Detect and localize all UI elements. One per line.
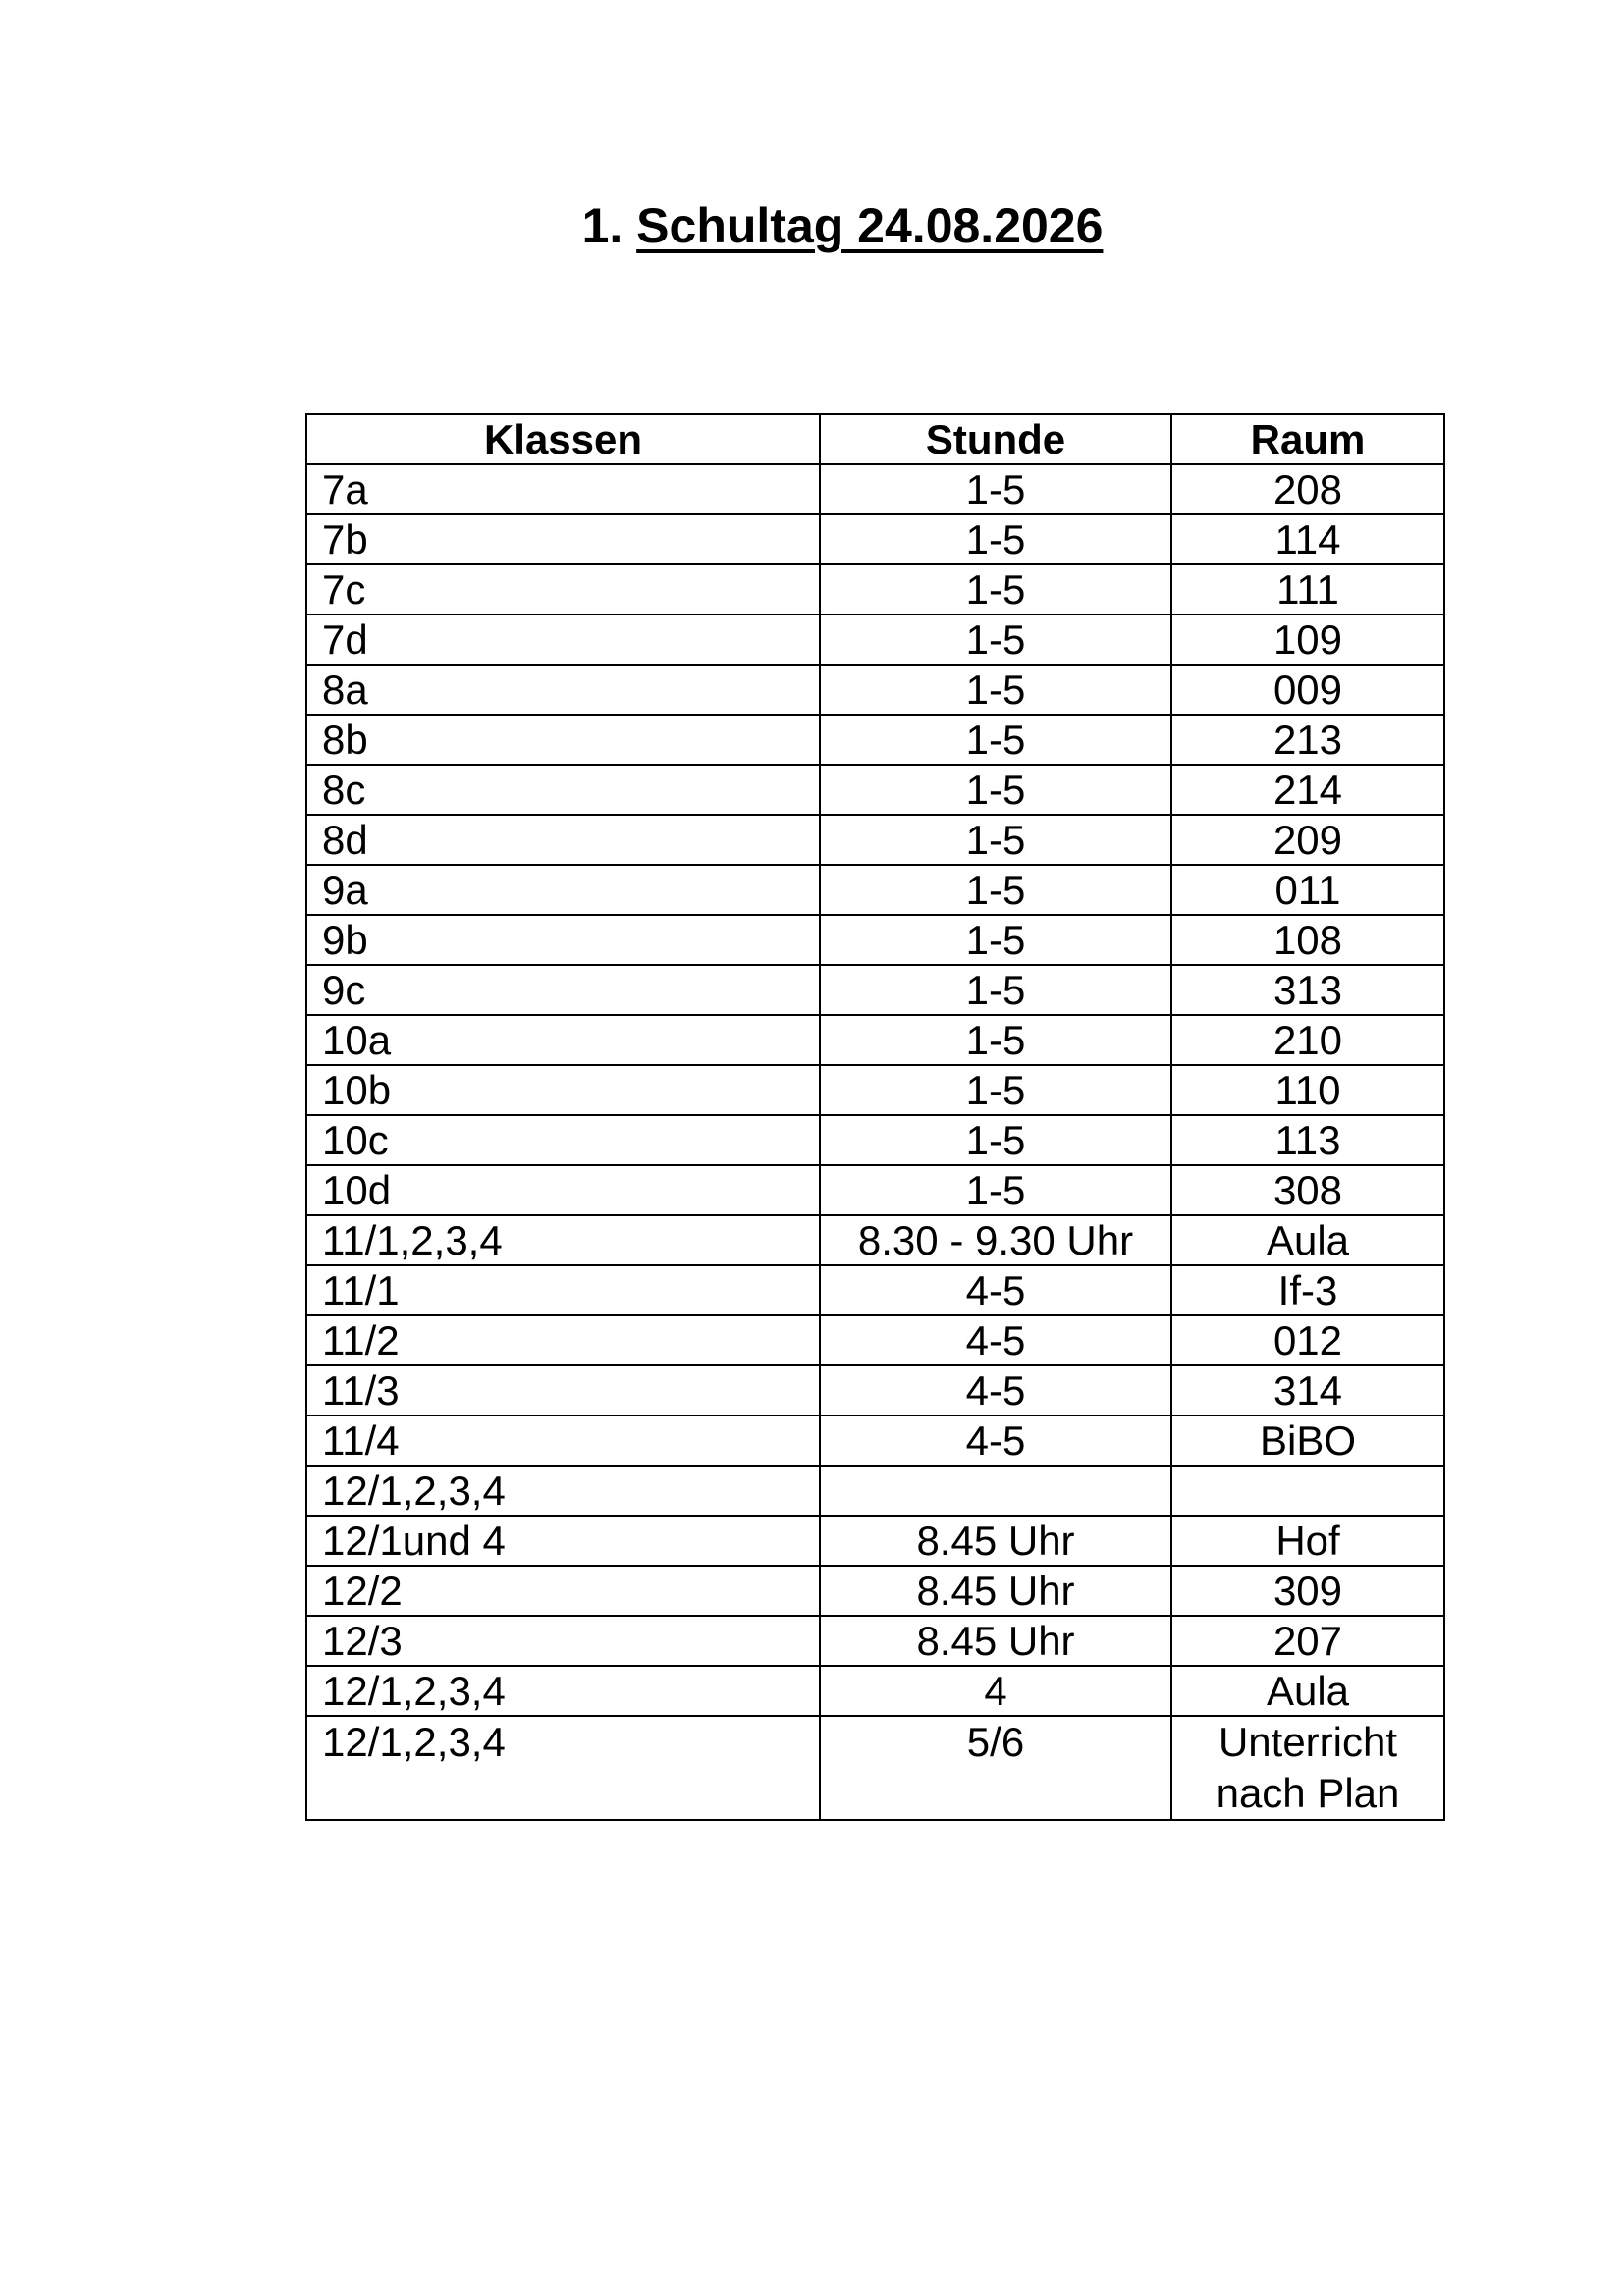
cell-stunde: 4 bbox=[820, 1666, 1171, 1716]
cell-stunde: 4-5 bbox=[820, 1315, 1171, 1365]
cell-stunde: 1-5 bbox=[820, 1065, 1171, 1115]
table-header-row bbox=[306, 414, 1444, 464]
table-row bbox=[306, 1566, 1444, 1616]
table-row bbox=[306, 1065, 1444, 1115]
header-stunde: Stunde bbox=[820, 414, 1171, 464]
cell-raum: Unterricht nach Plan bbox=[1171, 1716, 1444, 1820]
table-row bbox=[306, 915, 1444, 965]
cell-raum: 210 bbox=[1171, 1015, 1444, 1065]
cell-klasse: 10c bbox=[306, 1115, 820, 1165]
cell-raum: 109 bbox=[1171, 614, 1444, 665]
table-row bbox=[306, 665, 1444, 715]
table-row bbox=[306, 1415, 1444, 1466]
cell-stunde: 1-5 bbox=[820, 865, 1171, 915]
cell-stunde: 8.45 Uhr bbox=[820, 1616, 1171, 1666]
cell-stunde: 1-5 bbox=[820, 1015, 1171, 1065]
table-row bbox=[306, 1365, 1444, 1415]
cell-stunde: 8.45 Uhr bbox=[820, 1516, 1171, 1566]
table-row bbox=[306, 514, 1444, 564]
cell-stunde: 4-5 bbox=[820, 1265, 1171, 1315]
cell-raum: 308 bbox=[1171, 1165, 1444, 1215]
cell-raum: 213 bbox=[1171, 715, 1444, 765]
cell-stunde: 1-5 bbox=[820, 1165, 1171, 1215]
cell-stunde: 8.45 Uhr bbox=[820, 1566, 1171, 1616]
table-row bbox=[306, 1015, 1444, 1065]
cell-klasse: 9b bbox=[306, 915, 820, 965]
cell-klasse: 12/1,2,3,4 bbox=[306, 1466, 820, 1516]
cell-raum: 012 bbox=[1171, 1315, 1444, 1365]
table-row bbox=[306, 1115, 1444, 1165]
cell-klasse: 12/2 bbox=[306, 1566, 820, 1616]
cell-raum: 209 bbox=[1171, 815, 1444, 865]
cell-raum: If-3 bbox=[1171, 1265, 1444, 1315]
header-raum: Raum bbox=[1171, 414, 1444, 464]
cell-klasse: 8b bbox=[306, 715, 820, 765]
table-row bbox=[306, 865, 1444, 915]
table-row bbox=[306, 1466, 1444, 1516]
table-row bbox=[306, 1165, 1444, 1215]
cell-stunde: 1-5 bbox=[820, 1115, 1171, 1165]
cell-raum: 208 bbox=[1171, 464, 1444, 514]
cell-klasse: 9a bbox=[306, 865, 820, 915]
cell-stunde: 1-5 bbox=[820, 765, 1171, 815]
cell-stunde: 4-5 bbox=[820, 1415, 1171, 1466]
table-row bbox=[306, 1616, 1444, 1666]
cell-klasse: 7d bbox=[306, 614, 820, 665]
cell-stunde: 1-5 bbox=[820, 665, 1171, 715]
cell-stunde: 1-5 bbox=[820, 715, 1171, 765]
table-row bbox=[306, 1215, 1444, 1265]
cell-klasse: 11/1,2,3,4 bbox=[306, 1215, 820, 1265]
table-row bbox=[306, 614, 1444, 665]
cell-stunde: 1-5 bbox=[820, 915, 1171, 965]
cell-raum: 207 bbox=[1171, 1616, 1444, 1666]
cell-klasse: 11/2 bbox=[306, 1315, 820, 1365]
cell-stunde: 8.30 - 9.30 Uhr bbox=[820, 1215, 1171, 1265]
cell-raum: 313 bbox=[1171, 965, 1444, 1015]
table-row bbox=[306, 1265, 1444, 1315]
cell-klasse: 7b bbox=[306, 514, 820, 564]
cell-klasse: 10a bbox=[306, 1015, 820, 1065]
cell-klasse: 8c bbox=[306, 765, 820, 815]
cell-raum: 114 bbox=[1171, 514, 1444, 564]
table-row bbox=[306, 1516, 1444, 1566]
cell-stunde: 1-5 bbox=[820, 614, 1171, 665]
table-row bbox=[306, 965, 1444, 1015]
cell-stunde: 1-5 bbox=[820, 965, 1171, 1015]
cell-klasse: 10b bbox=[306, 1065, 820, 1115]
table-row bbox=[306, 464, 1444, 514]
title-prefix: 1. bbox=[581, 198, 637, 253]
cell-raum: 214 bbox=[1171, 765, 1444, 815]
cell-klasse: 12/1,2,3,4 bbox=[306, 1716, 820, 1820]
page-title bbox=[0, 191, 1624, 260]
cell-klasse: 11/4 bbox=[306, 1415, 820, 1466]
table-row bbox=[306, 1666, 1444, 1716]
cell-raum: 314 bbox=[1171, 1365, 1444, 1415]
cell-raum: 009 bbox=[1171, 665, 1444, 715]
cell-raum bbox=[1171, 1466, 1444, 1516]
cell-stunde: 1-5 bbox=[820, 514, 1171, 564]
cell-klasse: 11/1 bbox=[306, 1265, 820, 1315]
header-klassen: Klassen bbox=[306, 414, 820, 464]
cell-klasse: 12/1und 4 bbox=[306, 1516, 820, 1566]
cell-raum: 113 bbox=[1171, 1115, 1444, 1165]
table-row bbox=[306, 765, 1444, 815]
cell-stunde bbox=[820, 1466, 1171, 1516]
table-row bbox=[306, 1716, 1444, 1820]
cell-klasse: 12/3 bbox=[306, 1616, 820, 1666]
title-date: Schultag 24.08.2026 bbox=[636, 198, 1104, 253]
cell-stunde: 5/6 bbox=[820, 1716, 1171, 1820]
cell-klasse: 12/1,2,3,4 bbox=[306, 1666, 820, 1716]
cell-klasse: 8a bbox=[306, 665, 820, 715]
cell-klasse: 7c bbox=[306, 564, 820, 614]
cell-klasse: 7a bbox=[306, 464, 820, 514]
table-row bbox=[306, 564, 1444, 614]
cell-stunde: 1-5 bbox=[820, 464, 1171, 514]
cell-raum: Aula bbox=[1171, 1215, 1444, 1265]
cell-raum: 011 bbox=[1171, 865, 1444, 915]
cell-stunde: 1-5 bbox=[820, 564, 1171, 614]
cell-raum: Aula bbox=[1171, 1666, 1444, 1716]
cell-stunde: 1-5 bbox=[820, 815, 1171, 865]
cell-raum: BiBO bbox=[1171, 1415, 1444, 1466]
table-row bbox=[306, 815, 1444, 865]
cell-klasse: 11/3 bbox=[306, 1365, 820, 1415]
cell-raum: Hof bbox=[1171, 1516, 1444, 1566]
cell-stunde: 4-5 bbox=[820, 1365, 1171, 1415]
cell-raum: 111 bbox=[1171, 564, 1444, 614]
table-row bbox=[306, 1315, 1444, 1365]
cell-klasse: 8d bbox=[306, 815, 820, 865]
cell-raum: 110 bbox=[1171, 1065, 1444, 1115]
schedule-table bbox=[305, 413, 1445, 1821]
cell-raum: 309 bbox=[1171, 1566, 1444, 1616]
cell-klasse: 10d bbox=[306, 1165, 820, 1215]
cell-raum: 108 bbox=[1171, 915, 1444, 965]
table-row bbox=[306, 715, 1444, 765]
cell-klasse: 9c bbox=[306, 965, 820, 1015]
